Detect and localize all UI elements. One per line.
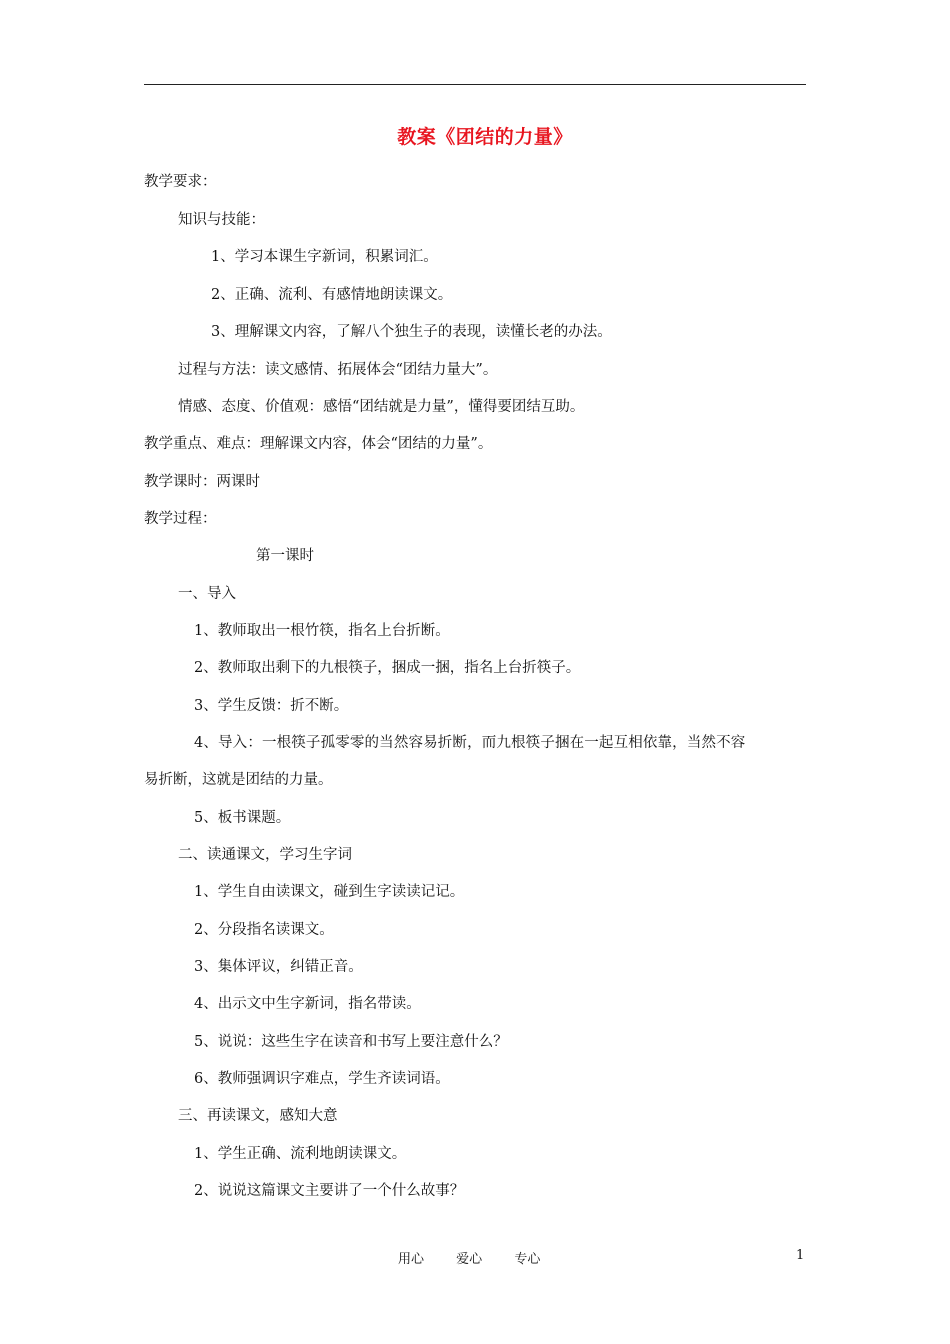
list-item: 3、理解课文内容，了解八个独生子的表现，读懂长老的办法。 xyxy=(211,324,612,340)
paragraph: 情感、态度、价值观：感悟“团结就是力量”，懂得要团结互助。 xyxy=(178,399,585,415)
section-heading: 教学过程： xyxy=(144,511,217,527)
list-item: 5、说说：这些生字在读音和书写上要注意什么？ xyxy=(194,1034,508,1050)
footer-word: 专心 xyxy=(514,1252,541,1267)
step-heading: 一、导入 xyxy=(178,586,236,602)
section-heading: 教学要求： xyxy=(144,174,217,190)
list-item: 1、学生自由读课文，碰到生字读读记记。 xyxy=(194,884,465,900)
list-item: 4、出示文中生字新词，指名带读。 xyxy=(194,996,421,1012)
page-number: 1 xyxy=(796,1248,805,1263)
footer-word: 用心 xyxy=(398,1252,425,1267)
lesson-heading: 第一课时 xyxy=(256,548,314,564)
footer-word: 爱心 xyxy=(456,1252,483,1267)
subsection-heading: 知识与技能： xyxy=(178,212,265,228)
list-item: 1、教师取出一根竹筷，指名上台折断。 xyxy=(194,623,450,639)
list-item: 5、板书课题。 xyxy=(194,810,291,826)
document-title: 教案《团结的力量》 xyxy=(397,126,573,148)
list-item: 6、教师强调识字难点，学生齐读词语。 xyxy=(194,1071,450,1087)
footer-motto xyxy=(398,1248,554,1267)
list-item-continuation: 易折断，这就是团结的力量。 xyxy=(144,772,333,788)
list-item: 2、分段指名读课文。 xyxy=(194,922,334,938)
step-heading: 三、再读课文，感知大意 xyxy=(178,1108,338,1124)
header-rule xyxy=(144,84,806,85)
paragraph: 过程与方法：读文感情、拓展体会“团结力量大”。 xyxy=(178,362,498,378)
paragraph: 教学课时：两课时 xyxy=(144,474,260,490)
paragraph: 教学重点、难点：理解课文内容，体会“团结的力量”。 xyxy=(144,436,493,452)
list-item: 3、集体评议，纠错正音。 xyxy=(194,959,363,975)
list-item: 2、正确、流利、有感情地朗读课文。 xyxy=(211,287,453,303)
list-item: 2、教师取出剩下的九根筷子，捆成一捆，指名上台折筷子。 xyxy=(194,660,581,676)
list-item: 3、学生反馈：折不断。 xyxy=(194,698,349,714)
step-heading: 二、读通课文，学习生字词 xyxy=(178,847,352,863)
list-item: 2、说说这篇课文主要讲了一个什么故事？ xyxy=(194,1183,465,1199)
list-item: 4、导入：一根筷子孤零零的当然容易折断，而九根筷子捆在一起互相依靠，当然不容 xyxy=(194,735,746,751)
list-item: 1、学生正确、流利地朗读课文。 xyxy=(194,1146,407,1162)
list-item: 1、学习本课生字新词，积累词汇。 xyxy=(211,249,438,265)
